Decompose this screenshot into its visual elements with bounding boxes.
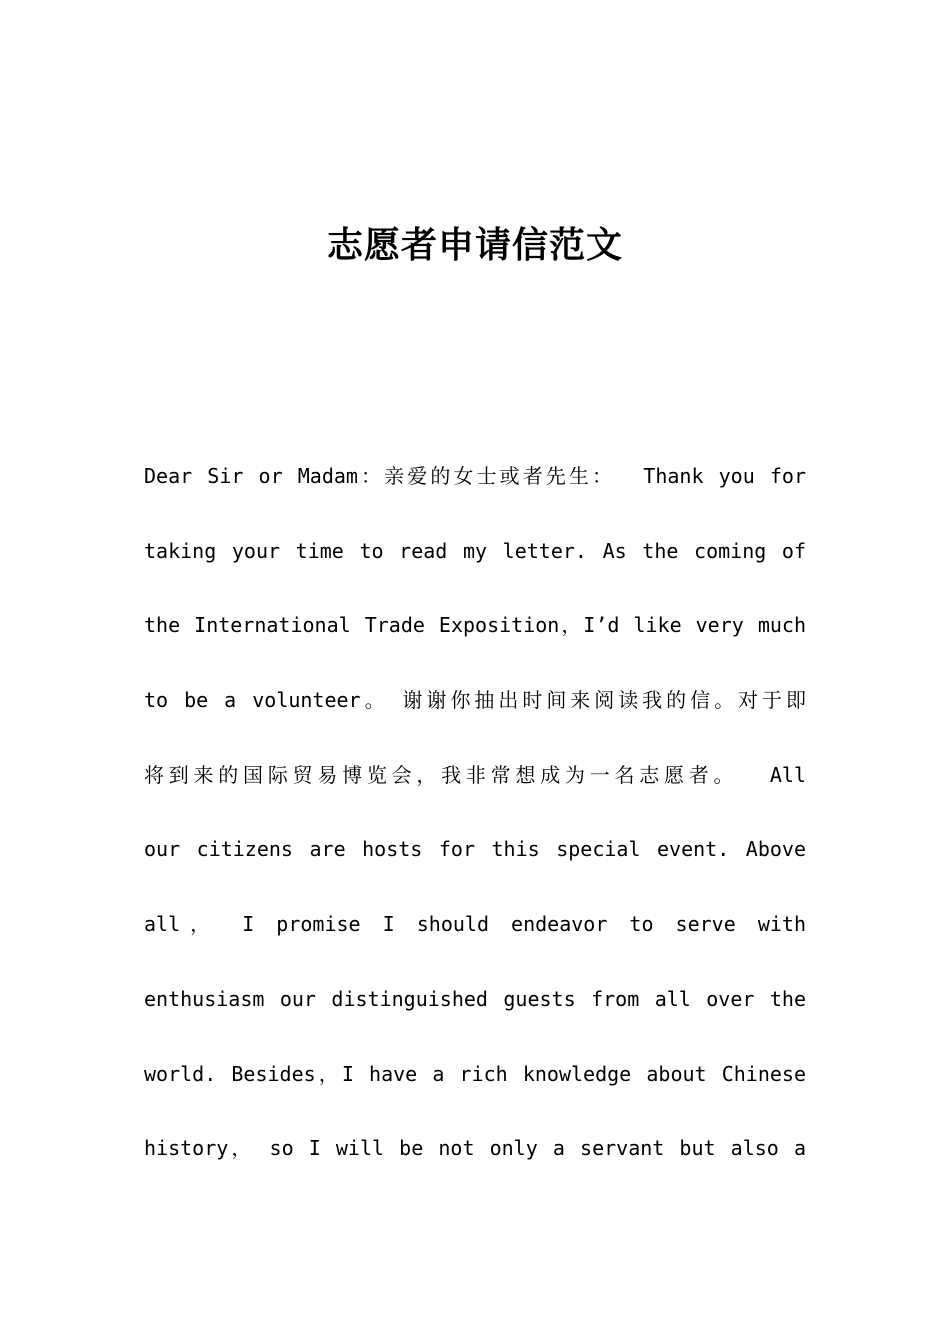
text-line: enthusiasm our distinguished guests from all over the: [144, 986, 806, 1011]
text-line: history， so I will be not only a servant but also a: [144, 1136, 806, 1161]
text-line: 将到来的国际贸易博览会，我非常想成为一名志愿者。 All: [144, 762, 806, 787]
text-line: world. Besides，I have a rich knowledge about Chinese: [144, 1061, 806, 1086]
text-line: the International Trade Exposition，I’d like very much: [144, 613, 806, 638]
text-line: our citizens are hosts for this special event. Above: [144, 837, 806, 862]
text-line: taking your time to read my letter. As the coming of: [144, 538, 806, 563]
text-line: all， I promise I should endeavor to serve with: [144, 912, 806, 937]
letter-body: [144, 452, 806, 1199]
document-title: 志愿者申请信范文: [326, 225, 623, 266]
text-line: Dear Sir or Madam：亲爱的女士或者先生： Thank you for: [144, 464, 806, 488]
text-line: to be a volunteer。 谢谢你抽出时间来阅读我的信。对于即: [144, 688, 806, 713]
